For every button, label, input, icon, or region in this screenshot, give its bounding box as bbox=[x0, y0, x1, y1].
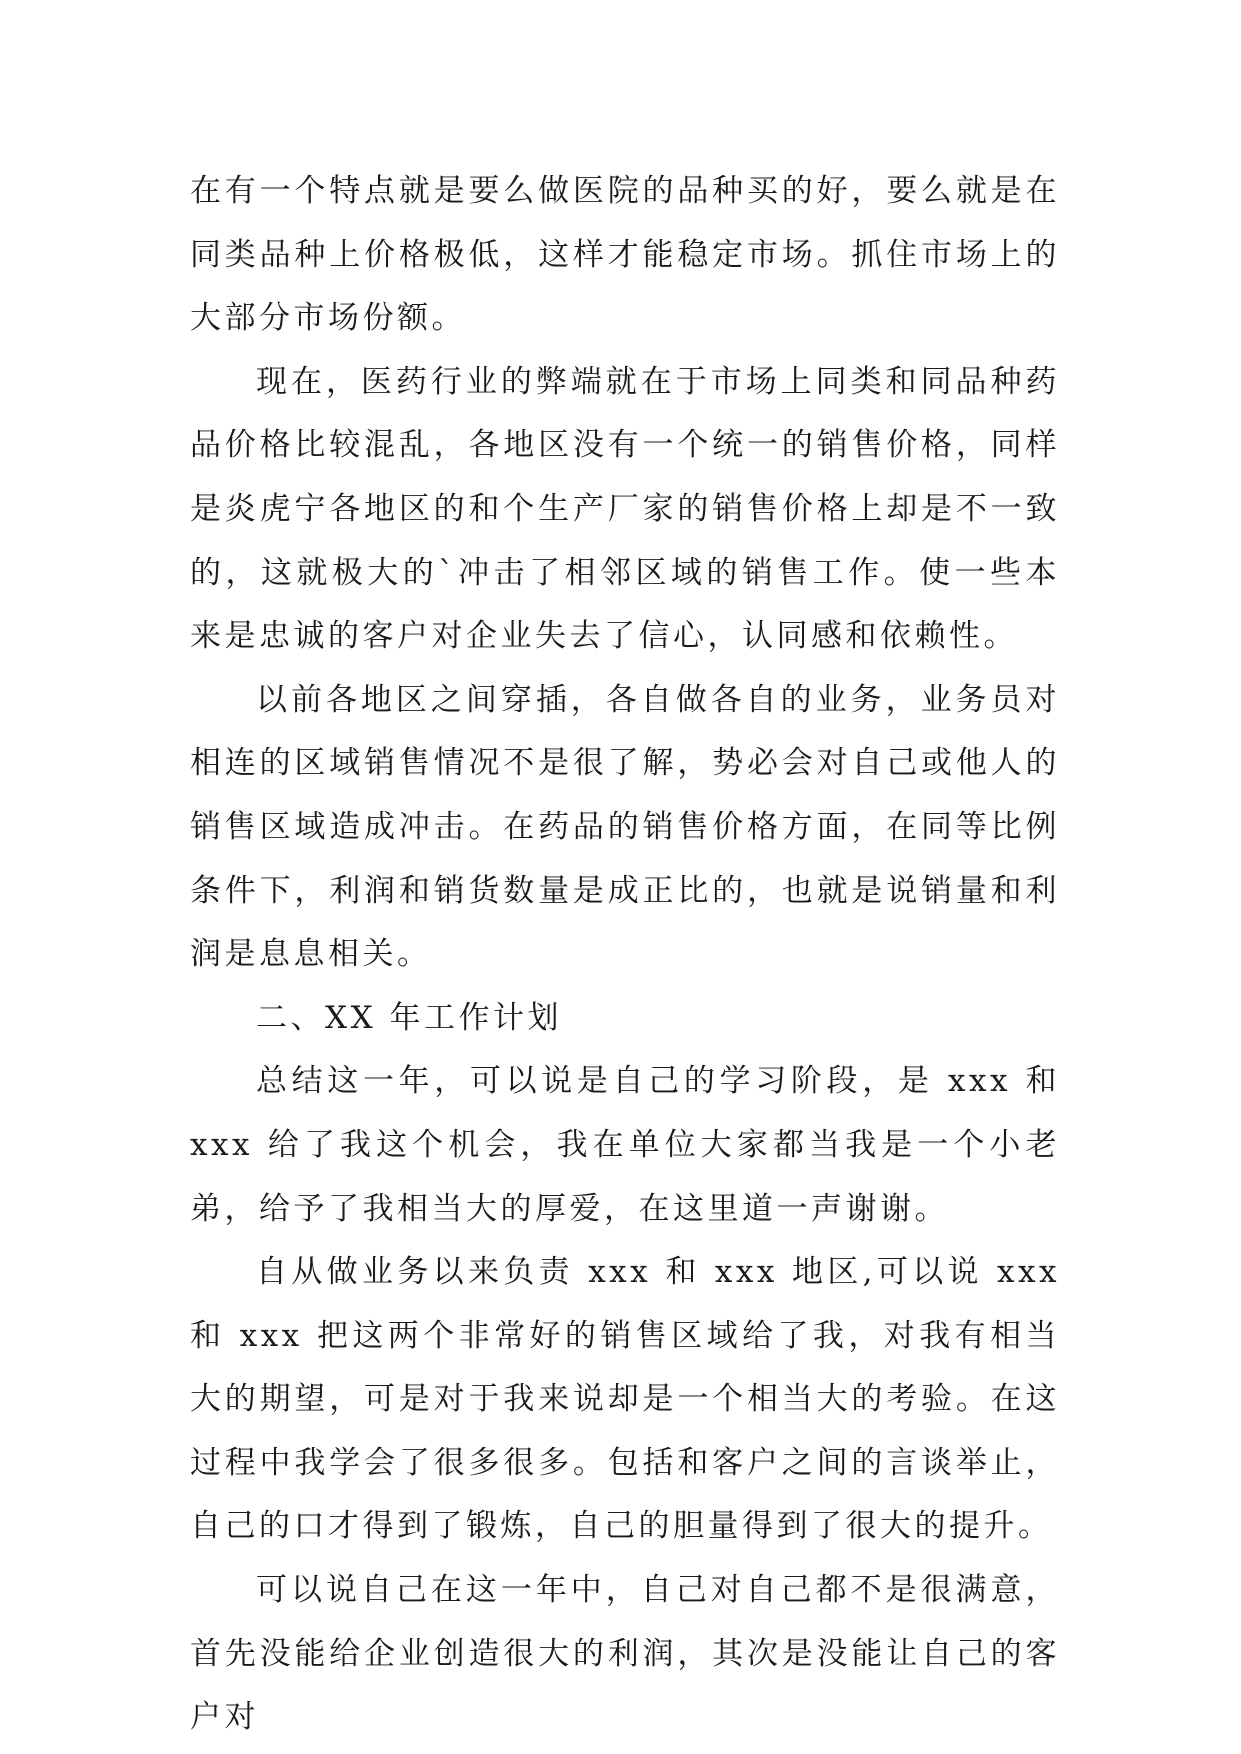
paragraph-market-price: 现在，医药行业的弊端就在于市场上同类和同品种药品价格比较混乱，各地区没有一个统一的销售价格，同样是炎虎宁各地区的和个生产厂家的销售价格上却是不一致的，这就极大的`冲击了相邻区域的销售工作。使一些本来是忠诚的客户对企业失去了信心，认同感和依赖性。 bbox=[190, 363, 1060, 655]
paragraph-regions: 以前各地区之间穿插，各自做各自的业务，业务员对相连的区域销售情况不是很了解，势必会对自己或他人的销售区域造成冲击。在药品的销售价格方面，在同等比例条件下，利润和销货数量是成正比的，也就是说销量和利润是息息相关。 bbox=[190, 681, 1060, 973]
paragraph-self-assessment: 可以说自己在这一年中，自己对自己都不是很满意，首先没能给企业创造很大的利润，其次是没能让自己的客户对 bbox=[190, 1572, 1060, 1736]
paragraph-experience: 自从做业务以来负责 xxx 和 xxx 地区,可以说 xxx 和 xxx 把这两个非常好的销售区域给了我，对我有相当大的期望，可是对于我来说却是一个相当大的考验。在这过程中我学会了很多很多。包括和客户之间的言谈举止，自己的口才得到了锻炼，自己的胆量得到了很大的提升。 bbox=[190, 1254, 1060, 1545]
section-heading-work-plan: 二、XX 年工作计划 bbox=[256, 999, 562, 1036]
paragraph-continuation: 在有一个特点就是要么做医院的品种买的好，要么就是在同类品种上价格极低，这样才能稳定市场。抓住市场上的大部分市场份额。 bbox=[190, 173, 1060, 337]
paragraph-summary: 总结这一年，可以说是自己的学习阶段，是 xxx 和 xxx 给了我这个机会，我在单位大家都当我是一个小老弟，给予了我相当大的厚爱，在这里道一声谢谢。 bbox=[190, 1063, 1060, 1227]
document-body bbox=[190, 160, 1060, 1750]
